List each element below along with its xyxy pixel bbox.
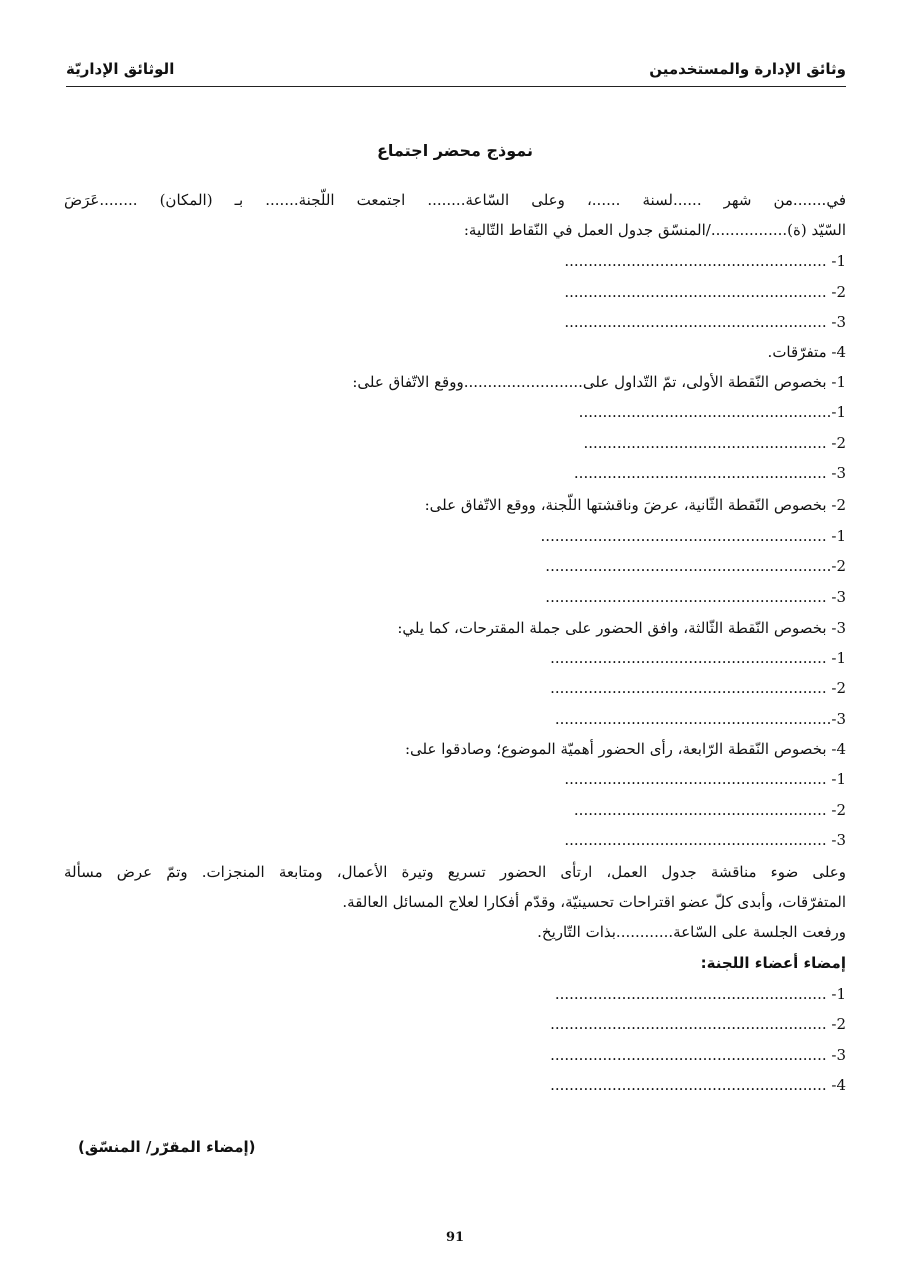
intro-line-2: السّيّد (ة)................/المنسّق جدول العمل في النّقاط التّالية: [463, 221, 846, 239]
members-signature-heading: إمضاء أعضاء اللجنة: [700, 954, 846, 972]
point4-item: 1- ....................................................... [564, 770, 846, 788]
running-header [66, 56, 846, 87]
point2-item: 2-............................................................ [545, 557, 846, 575]
point3-item: 3-.......................................................... [554, 710, 846, 728]
conclusion-line-2: المتفرّقات، وأبدى كلّ عضو اقتراحات تحسينيّة، وقدّم أفكارا لعلاج المسائل العالقة. [342, 893, 846, 911]
point2-item: 3- ........................................................... [545, 588, 846, 606]
point4-item: 3- ....................................................... [564, 831, 846, 849]
point4-item: 2- ..................................................... [573, 801, 846, 819]
point3-heading: 3- بخصوص النّقطة الثّالثة، وافق الحضور على جملة المقترحات، كما يلي: [397, 619, 846, 637]
conclusion-line-1: وعلى ضوء مناقشة جدول العمل، ارتأى الحضور تسريع وتيرة الأعمال، ومتابعة المنجزات. وتمّ عرض مسألة [64, 863, 846, 881]
member-signature-line: 2- .......................................................... [550, 1015, 846, 1033]
point2-item: 1- ............................................................ [540, 527, 846, 545]
point1-item: 2- ................................................... [583, 434, 846, 452]
point3-item: 2- .......................................................... [550, 679, 846, 697]
agenda-item: 1- ....................................................... [564, 252, 846, 270]
point1-heading: 1- بخصوص النّقطة الأولى، تمّ التّداول على.........................ووقع الاتّفاق على: [352, 373, 846, 391]
member-signature-line: 4- .......................................................... [550, 1076, 846, 1094]
agenda-item: 3- ....................................................... [564, 313, 846, 331]
member-signature-line: 1- ......................................................... [554, 985, 846, 1003]
member-signature-line: 3- .......................................................... [550, 1046, 846, 1064]
page-number: 91 [445, 1230, 465, 1245]
point1-item: 1-..................................................... [578, 403, 846, 421]
header-chapter-title: الوثائق الإداريّة [66, 60, 175, 78]
point1-item: 3- ..................................................... [573, 464, 846, 482]
header-book-title: وثائق الإدارة والمستخدمين [649, 60, 846, 78]
agenda-item: 4- متفرّقات. [767, 343, 846, 361]
point3-item: 1- .......................................................... [550, 649, 846, 667]
point4-heading: 4- بخصوص النّقطة الرّابعة، رأى الحضور أهميّة الموضوع؛ وصادقوا على: [405, 740, 846, 758]
agenda-item: 2- ....................................................... [564, 283, 846, 301]
point2-heading: 2- بخصوص النّقطة الثّانية، عرضَ وناقشتها اللّجنة، ووقع الاتّفاق على: [424, 496, 846, 514]
page-title: نموذج محضر اجتماع [376, 141, 533, 160]
conclusion-line-3: ورفعت الجلسة على السّاعة............بذات التّاريخ. [537, 923, 846, 941]
intro-line-1: في.......من شهر ......لسنة ......، وعلى السّاعة........ اجتمعت اللّجنة....... بـ (المكان) ........عَرَضَ [64, 191, 846, 209]
chair-signature-label: (إمضاء المقرّر/ المنسّق) [78, 1138, 256, 1156]
